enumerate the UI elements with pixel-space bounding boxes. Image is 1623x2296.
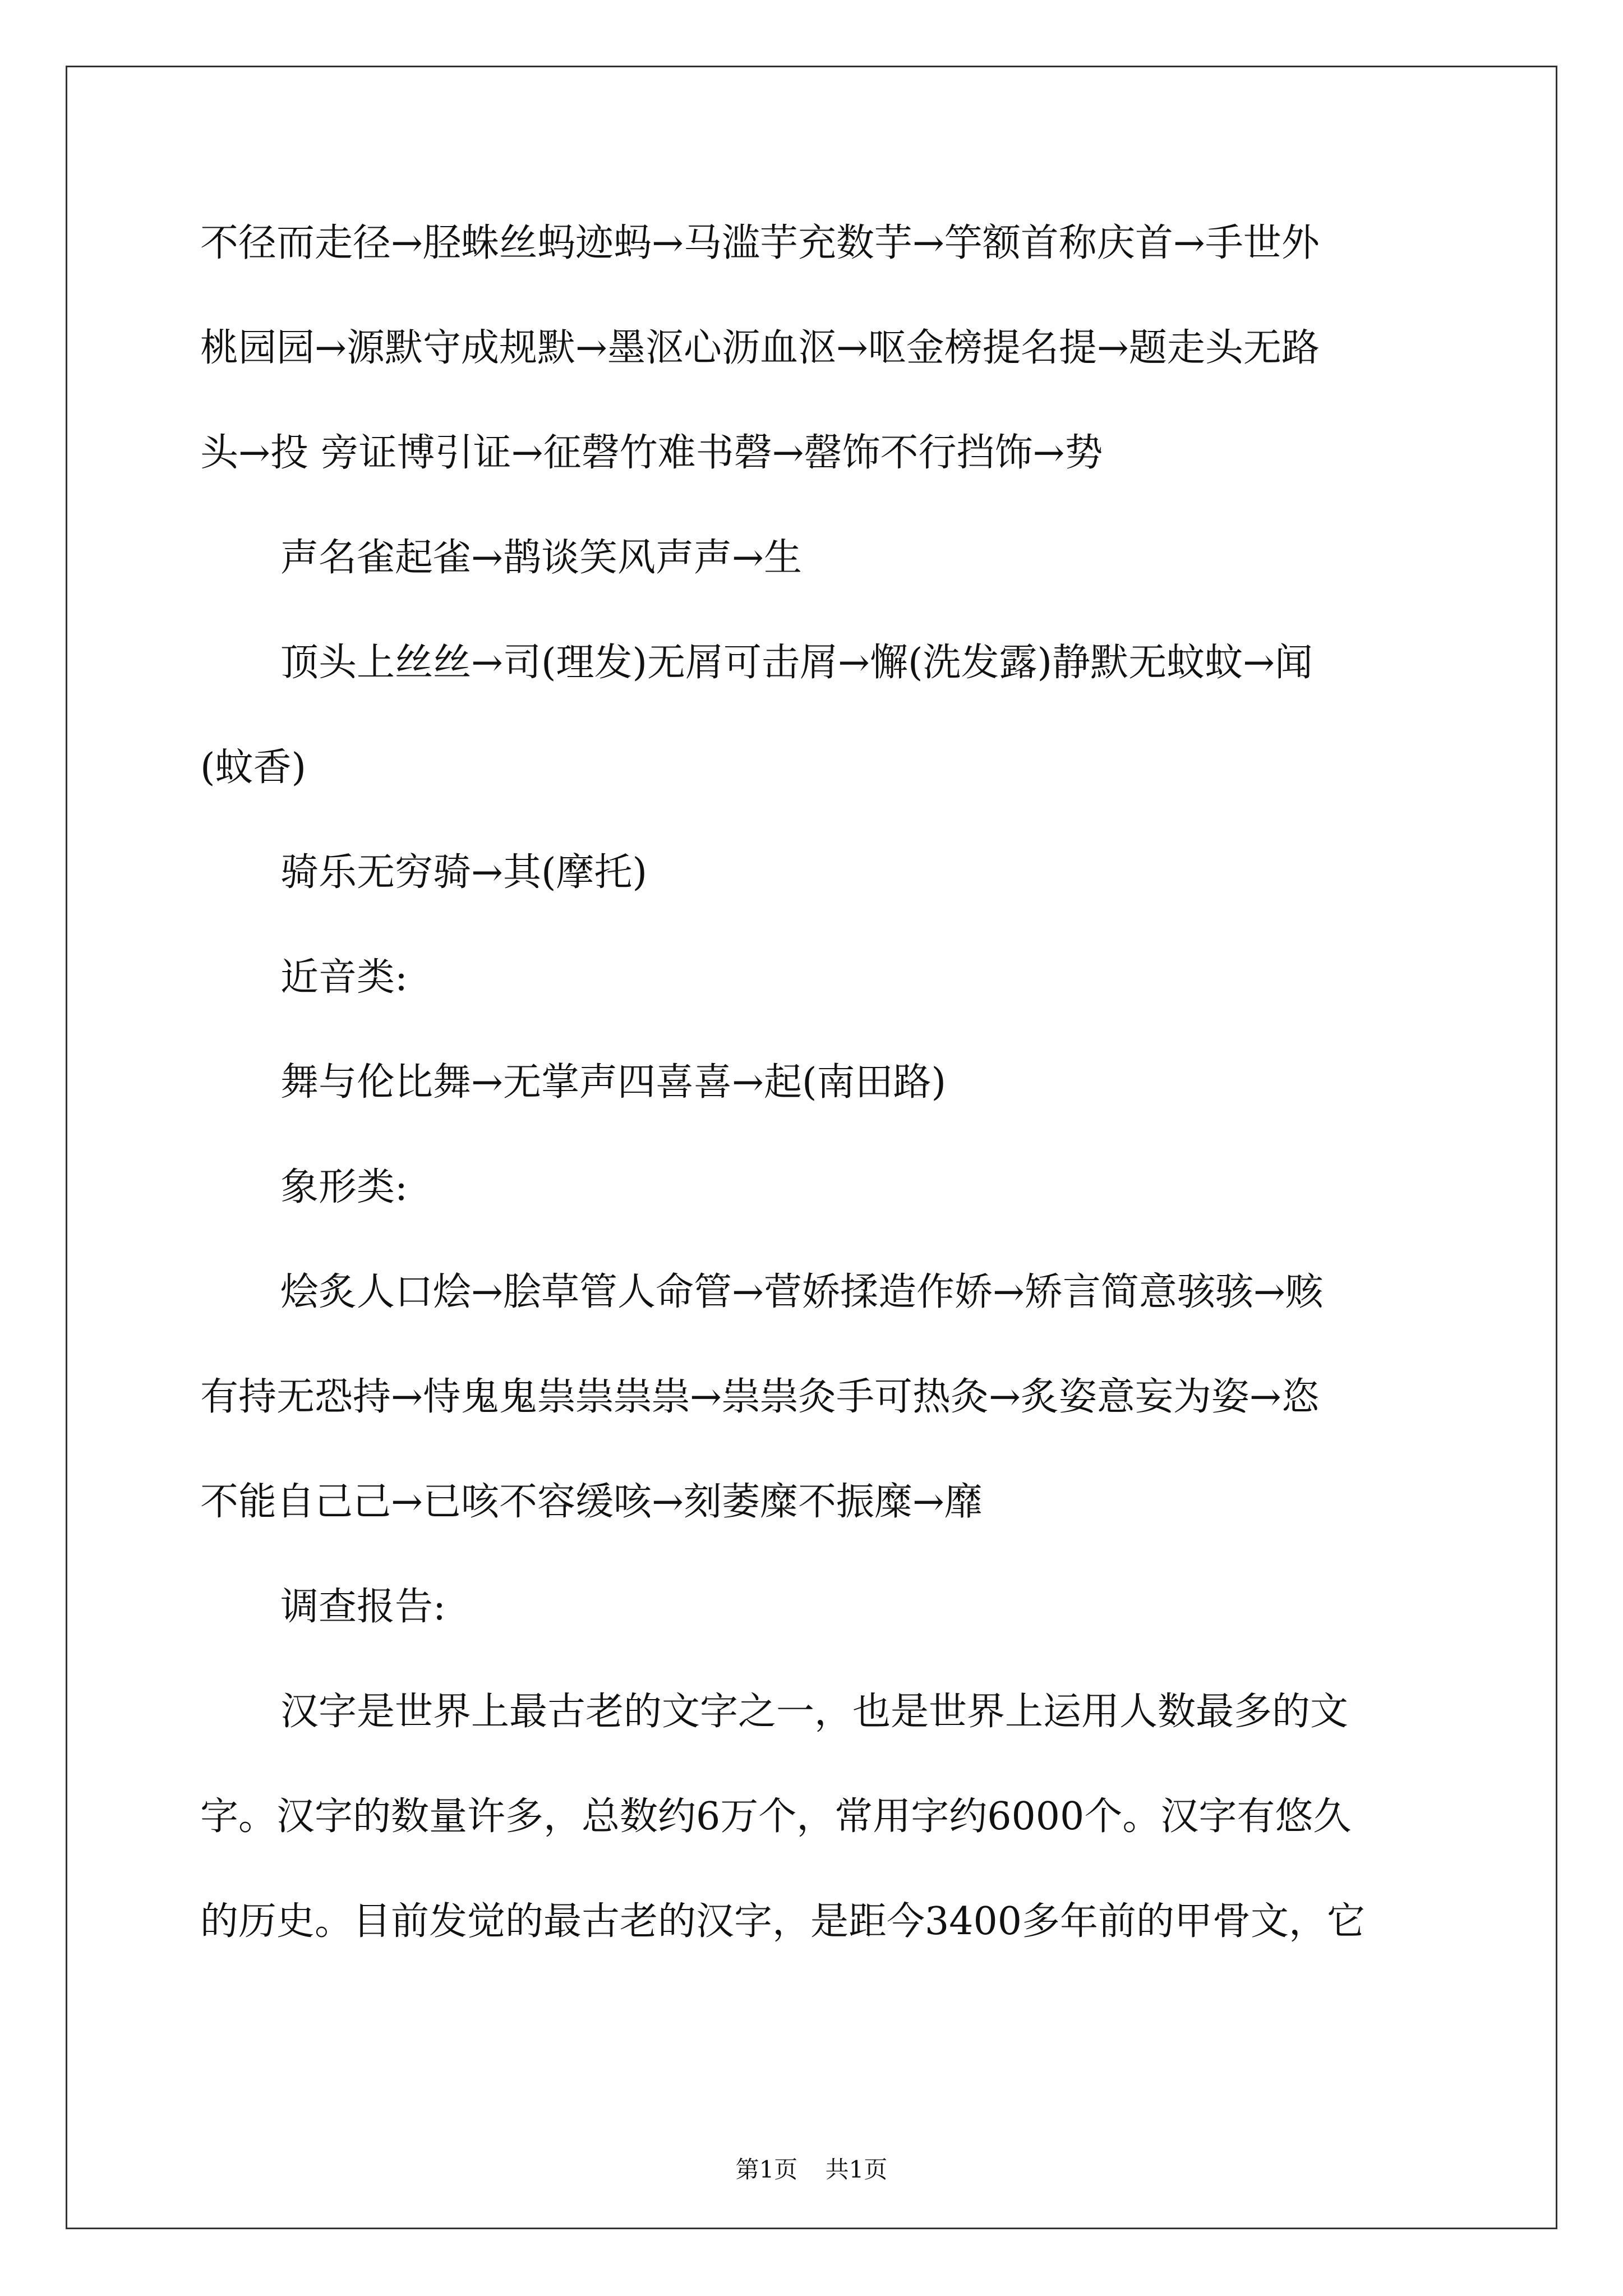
section-heading: 调查报告: [280, 1585, 446, 1629]
text-line: 的历史。目前发觉的最古老的汉字，是距今3400多年前的甲骨文，它 [200, 1899, 1366, 1944]
text-line: 头→投 旁证博引证→征磬竹难书磬→罄饰不行挡饰→势 [200, 431, 1103, 475]
text-line: 字。汉字的数量许多，总数约6万个，常用字约6000个。汉字有悠久 [200, 1795, 1352, 1839]
page-number: 第1页 [735, 2156, 798, 2183]
page-footer [0, 2153, 1623, 2187]
text-line: 烩炙人口烩→脍草管人命管→菅娇揉造作娇→矫言简意骇骇→赅 [280, 1270, 1324, 1314]
page-total: 共1页 [825, 2156, 888, 2183]
text-line: 汉字是世界上最古老的文字之一，也是世界上运用人数最多的文 [280, 1690, 1349, 1734]
text-line: 舞与伦比舞→无掌声四喜喜→起(南田路) [280, 1060, 947, 1105]
text-line: 不径而走径→胫蛛丝蚂迹蚂→马滥芋充数芋→竽额首称庆首→手世外 [200, 221, 1320, 265]
section-heading: 近音类: [280, 955, 408, 1000]
text-line: 顶头上丝丝→司(理发)无屑可击屑→懈(洗发露)静默无蚊蚊→闻 [280, 641, 1313, 685]
text-line: (蚊香) [200, 746, 307, 790]
text-line: 不能自己己→已咳不容缓咳→刻萎糜不振糜→靡 [200, 1480, 983, 1524]
section-heading: 象形类: [280, 1165, 408, 1209]
text-line: 桃园园→源默守成规默→墨沤心沥血沤→呕金榜提名提→题走头无路 [200, 326, 1320, 370]
text-line: 骑乐无穷骑→其(摩托) [280, 850, 648, 895]
text-line: 有持无恐持→恃鬼鬼祟祟祟祟→祟祟灸手可热灸→炙姿意妄为姿→恣 [200, 1375, 1320, 1419]
text-line: 声名雀起雀→鹊谈笑风声声→生 [280, 536, 802, 580]
